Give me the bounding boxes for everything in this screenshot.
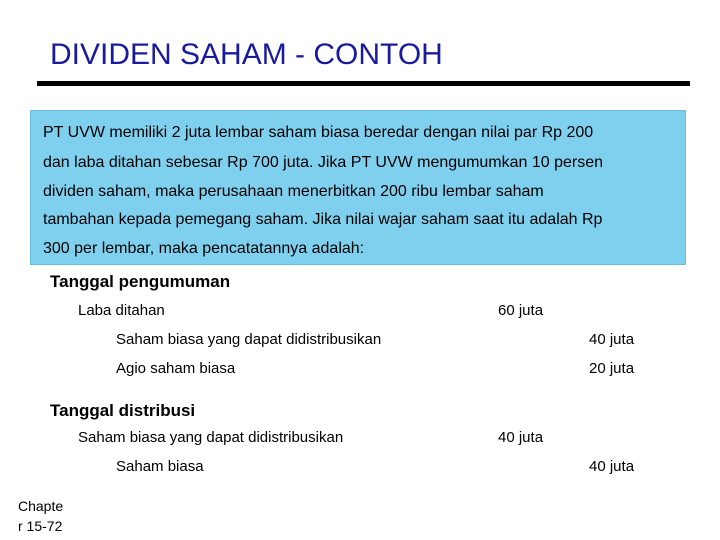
chapter-page-label — [18, 496, 63, 536]
paragraph-line-3: dividen saham, maka perusahaan menerbitkan 200 ribu lembar saham — [43, 183, 544, 200]
paragraph-line-1: PT UVW memiliki 2 juta lembar saham biasa beredar dengan nilai par Rp 200 — [43, 124, 594, 141]
paragraph-line-2: dan laba ditahan sebesar Rp 700 juta. Jika PT UVW mengumumkan 10 persen — [43, 154, 604, 171]
announcement-date-heading: Tanggal pengumuman — [50, 272, 231, 291]
chapter-label-line-2: r 15-72 — [18, 518, 63, 534]
chapter-label-line-1: Chapte — [18, 498, 64, 514]
slide-title: DIVIDEN SAHAM - CONTOH — [50, 38, 443, 71]
title-underline — [37, 81, 690, 86]
journal-account: Agio saham biasa — [116, 360, 236, 377]
journal-credit: 40 juta — [589, 331, 635, 348]
journal-debit: 40 juta — [498, 429, 544, 446]
journal-account: Saham biasa yang dapat didistribusikan — [78, 429, 344, 446]
journal-account: Saham biasa — [116, 458, 204, 475]
distribution-date-heading: Tanggal distribusi — [50, 401, 196, 420]
journal-debit: 60 juta — [498, 302, 544, 319]
journal-account: Saham biasa yang dapat didistribusikan — [116, 331, 382, 348]
journal-credit: 20 juta — [589, 360, 635, 377]
paragraph-line-5: 300 per lembar, maka pencatatannya adalah: — [43, 240, 365, 257]
paragraph-line-4: tambahan kepada pemegang saham. Jika nilai wajar saham saat itu adalah Rp — [43, 211, 603, 228]
journal-credit: 40 juta — [589, 458, 635, 475]
journal-account: Laba ditahan — [78, 302, 165, 319]
